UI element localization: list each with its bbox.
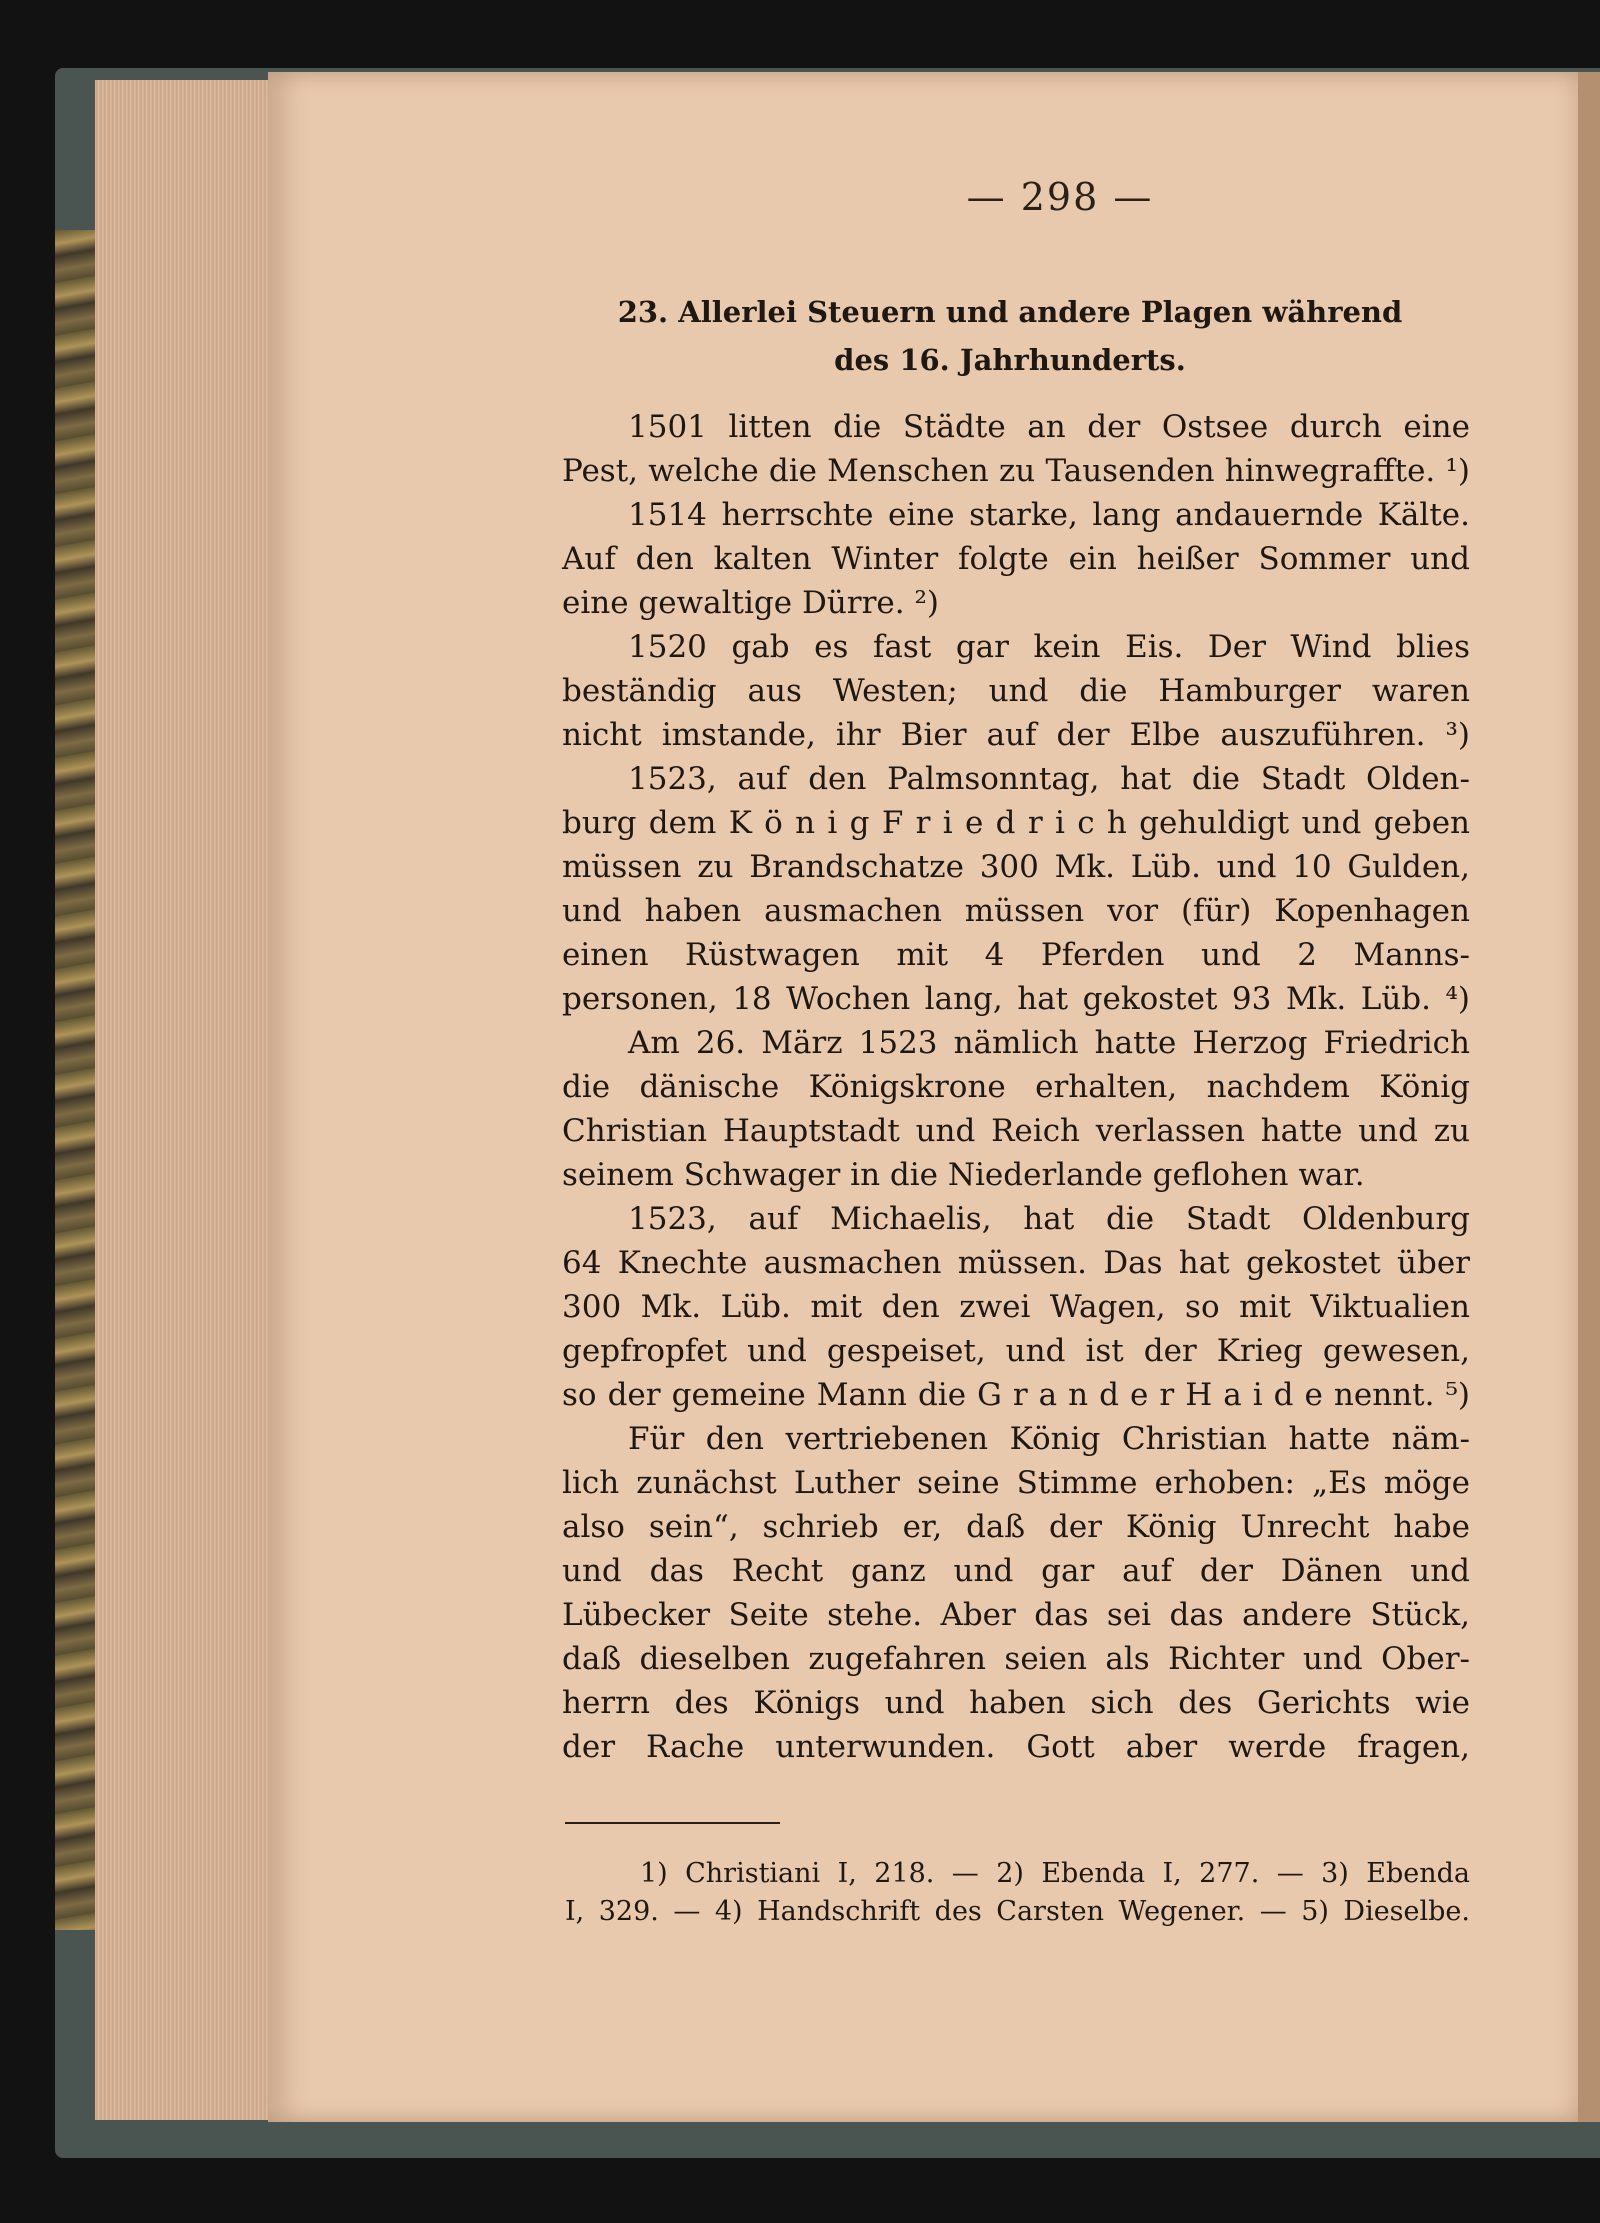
text-line: 1514 herrschte eine starke, lang andauernde Kälte. (628, 497, 1470, 533)
text-line: lich zunächst Luther seine Stimme erhoben: „Es möge (562, 1465, 1470, 1501)
text-line: beständig aus Westen; und die Hamburger waren (562, 673, 1470, 709)
text-line: die dänische Königskrone erhalten, nachdem König (562, 1069, 1470, 1105)
text-line: Pest, welche die Menschen zu Tausenden hinwegraffte. ¹) (562, 453, 1470, 489)
text-line: Für den vertriebenen König Christian hatte näm- (628, 1421, 1470, 1457)
text-line: 300 Mk. Lüb. mit den zwei Wagen, so mit Viktualien (562, 1289, 1470, 1325)
text-line: also sein“, schrieb er, daß der König Unrecht habe (562, 1509, 1470, 1545)
text-line: burg dem K ö n i g F r i e d r i c h gehuldigt und geben (562, 805, 1470, 841)
text-line: seinem Schwager in die Niederlande geflohen war. (562, 1157, 1365, 1193)
text-line: und haben ausmachen müssen vor (für) Kopenhagen (562, 893, 1470, 929)
text-line: nicht imstande, ihr Bier auf der Elbe auszuführen. ³) (562, 717, 1470, 753)
text-line: 1520 gab es fast gar kein Eis. Der Wind blies (628, 629, 1470, 665)
page-gutter-shadow (1578, 72, 1600, 2122)
text-line: Auf den kalten Winter folgte ein heißer Sommer und (562, 541, 1470, 577)
text-line: daß dieselben zugefahren seien als Richter und Ober- (562, 1641, 1470, 1677)
footnote-line-2: I, 329. — 4) Handschrift des Carsten Wegener. — 5) Dieselbe. (565, 1896, 1470, 1927)
footnote-divider (565, 1822, 780, 1824)
text-line: Lübecker Seite stehe. Aber das sei das andere Stück, (562, 1597, 1470, 1633)
text-line: herrn des Königs und haben sich des Gerichts wie (562, 1685, 1470, 1721)
text-line: 1523, auf den Palmsonntag, hat die Stadt Olden- (628, 761, 1470, 797)
text-line: der Rache unterwunden. Gott aber werde fragen, (562, 1729, 1470, 1765)
page-number: — 298 — (966, 175, 1154, 219)
text-line: 64 Knechte ausmachen müssen. Das hat gekostet über (562, 1245, 1470, 1281)
text-line: gepfropfet und gespeiset, und ist der Krieg gewesen, (562, 1333, 1470, 1369)
text-line: so der gemeine Mann die G r a n d e r H a i d e nennt. ⁵) (562, 1377, 1470, 1413)
text-line: Am 26. März 1523 nämlich hatte Herzog Friedrich (628, 1025, 1470, 1061)
footnote-line-1: 1) Christiani I, 218. — 2) Ebenda I, 277. — 3) Ebenda (640, 1858, 1470, 1889)
text-line: einen Rüstwagen mit 4 Pferden und 2 Manns- (562, 937, 1470, 973)
text-line: 1523, auf Michaelis, hat die Stadt Oldenburg (628, 1201, 1470, 1237)
text-line: und das Recht ganz und gar auf der Dänen und (562, 1553, 1470, 1589)
text-line: 1501 litten die Städte an der Ostsee durch eine (628, 409, 1470, 445)
text-line: Christian Hauptstadt und Reich verlassen hatte und zu (562, 1113, 1470, 1149)
text-line: personen, 18 Wochen lang, hat gekostet 93 Mk. Lüb. ⁴) (562, 981, 1470, 1017)
page-edges (95, 80, 270, 2120)
chapter-heading-line-2: des 16. Jahrhunderts. (834, 343, 1186, 377)
text-line: eine gewaltige Dürre. ²) (562, 585, 939, 621)
chapter-heading-line-1: 23. Allerlei Steuern und andere Plagen während (617, 295, 1403, 329)
text-line: müssen zu Brandschatze 300 Mk. Lüb. und 10 Gulden, (562, 849, 1470, 885)
